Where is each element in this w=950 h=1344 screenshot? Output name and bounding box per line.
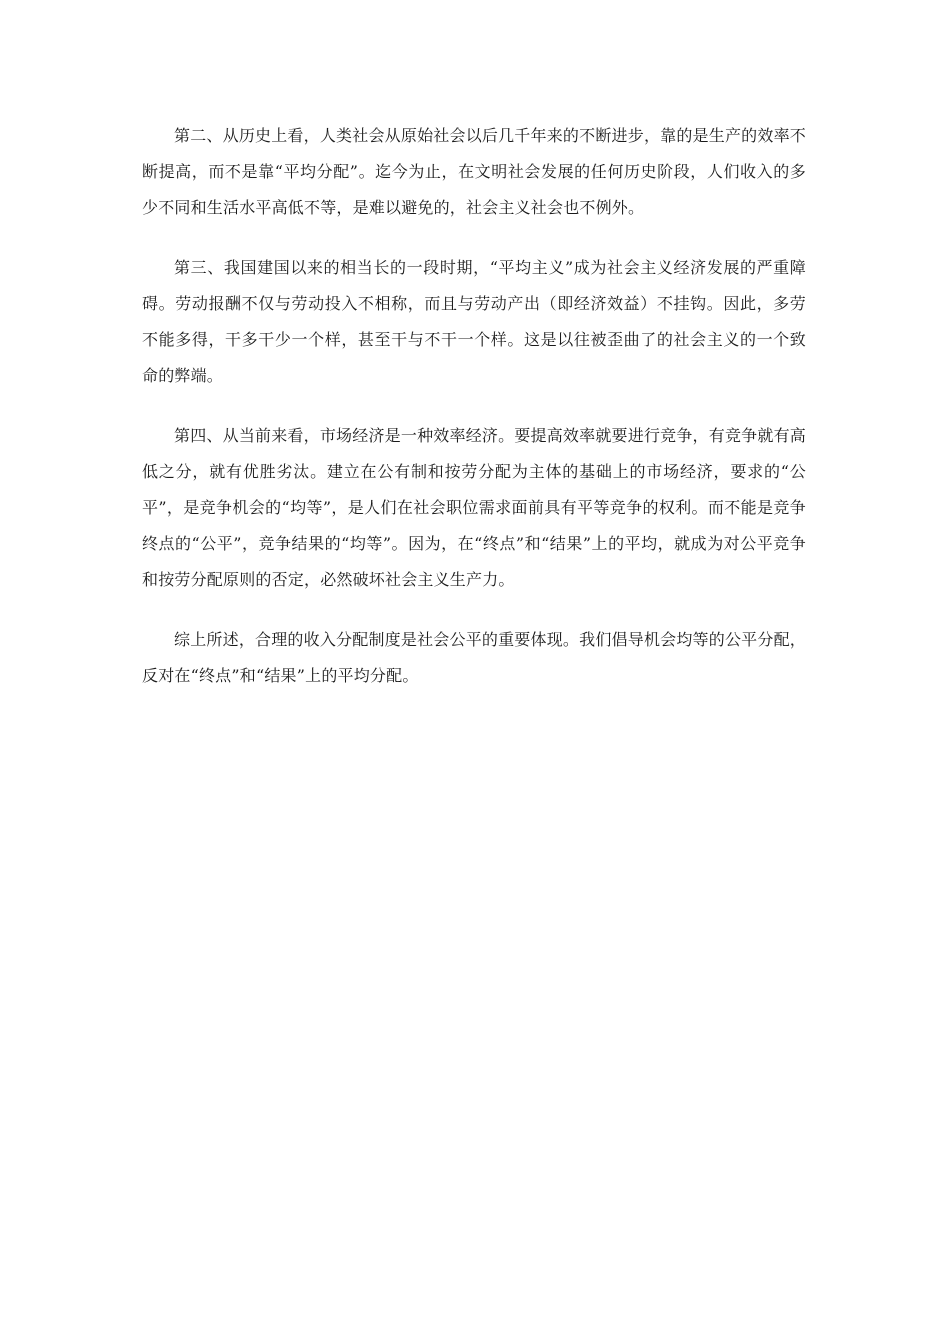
document-body: [142, 118, 806, 718]
paragraph-summary: 综上所述，合理的收入分配制度是社会公平的重要体现。我们倡导机会均等的公平分配，反对在“终点”和“结果”上的平均分配。: [142, 630, 806, 685]
paragraph-2: 第二、从历史上看，人类社会从原始社会以后几千年来的不断进步，靠的是生产的效率不断提高，而不是靠“平均分配”。迄今为止，在文明社会发展的任何历史阶段，人们收入的多少不同和生活水平高低不等，是难以避免的，社会主义社会也不例外。: [142, 126, 806, 217]
paragraph-4: 第四、从当前来看，市场经济是一种效率经济。要提高效率就要进行竞争，有竞争就有高低之分，就有优胜劣汰。建立在公有制和按劳分配为主体的基础上的市场经济，要求的“公平”，是竞争机会的“均等”，是人们在社会职位需求面前具有平等竞争的权利。而不能是竞争终点的“公平”，竞争结果的“均等”。因为，在“终点”和“结果”上的平均，就成为对公平竞争和按劳分配原则的否定，必然破坏社会主义生产力。: [142, 426, 806, 589]
paragraph-3: 第三、我国建国以来的相当长的一段时期，“平均主义”成为社会主义经济发展的严重障碍。劳动报酬不仅与劳动投入不相称，而且与劳动产出（即经济效益）不挂钩。因此，多劳不能多得，干多干少一个样，甚至干与不干一个样。这是以往被歪曲了的社会主义的一个致命的弊端。: [142, 258, 806, 385]
